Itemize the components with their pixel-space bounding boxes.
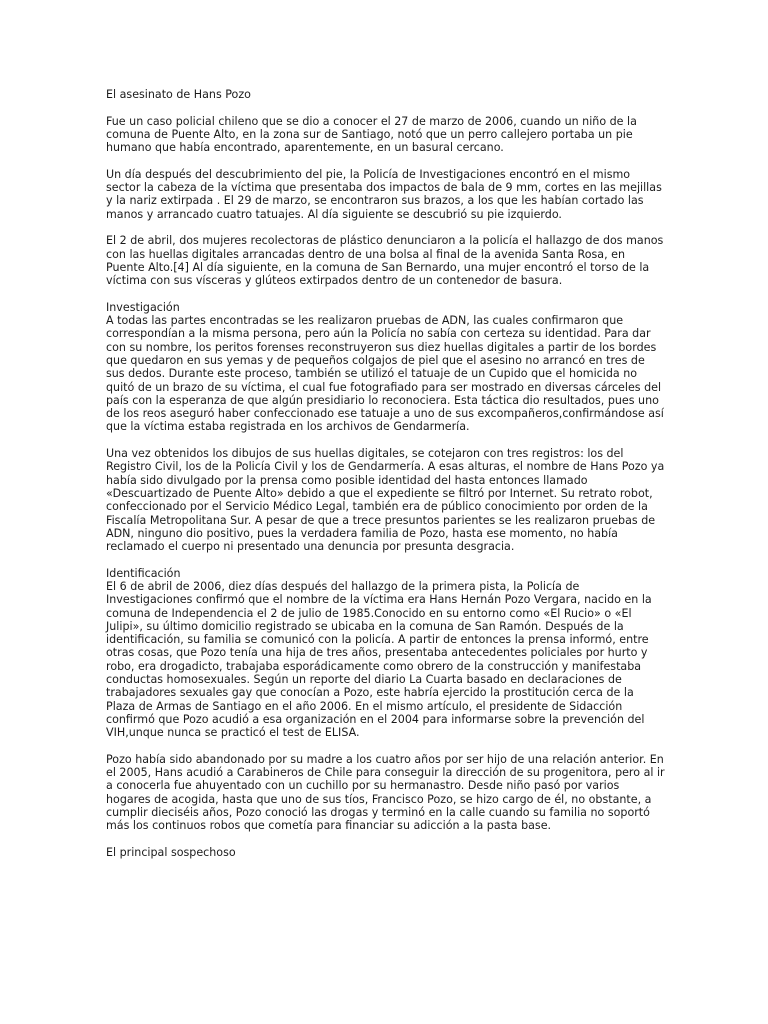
- document-page: [106, 88, 666, 873]
- section-investigacion: [106, 301, 666, 434]
- heading-investigacion: Investigación: [106, 300, 180, 314]
- paragraph-remains: Un día después del descubrimiento del pie, la Policía de Investigaciones encontró en el mismo sector la cabeza de la víctima que presentaba dos impactos de bala de 9 mm, cortes en las mejillas y la nariz extirpada . El 29 de marzo, se encontraron sus brazos, a los que les habían cortado las manos y arrancado cuatro tatuajes. Al día siguiente se descubrió su pie izquierdo.: [106, 167, 662, 221]
- paragraph-dna-tests: A todas las partes encontradas se les realizaron pruebas de ADN, las cuales confirmaron que correspondían a la misma persona, pero aún la Policía no sabía con certeza su identidad. Para dar con su nombre, los peritos forenses reconstruyeron sus diez huellas digitales a partir de los bordes que quedaron en sus yemas y de pequeños colgajos de piel que el asesino no arrancó en tres de sus dedos. Durante este proceso, también se utilizó el tatuaje de un Cupido que el homicida no quitó de un brazo de su víctima, el cual fue fotografiado para ser mostrado en diversas cárceles del país con la esperanza de que algún presidiario lo reconociera. Esta táctica dio resultados, pues uno de los reos aseguró haber confeccionado ese tatuaje a uno de sus excompañeros,confirmándose así que la víctima estaba registrada en los archivos de Gendarmería.: [106, 314, 664, 434]
- paragraph-discovery: Fue un caso policial chileno que se dio a conocer el 27 de marzo de 2006, cuando un niño de la comuna de Puente Alto, en la zona sur de Santiago, notó que un perro callejero portaba un pie humano que había encontrado, aparentemente, en un basural cercano.: [106, 114, 637, 155]
- heading-identificacion: Identificación: [106, 566, 181, 580]
- paragraph-background: Pozo había sido abandonado por su madre a los cuatro años por ser hijo de una relación anterior. En el 2005, Hans acudió a Carabineros de Chile para conseguir la dirección de su progenitora, pero al ir a conocerla fue ahuyentado con un cuchillo por su hermanastro. Desde niño pasó por varios hogares de acogida, hasta que uno de sus tíos, Francisco Pozo, se hizo cargo de él, no obstante, a cumplir dieciséis años, Pozo conoció las drogas y terminó en la calle cuando su familia no soportó más los continuos robos que cometía para financiar su adicción a la pasta base.: [106, 752, 665, 833]
- paragraph-hands-torso: El 2 de abril, dos mujeres recolectoras de plástico denunciaron a la policía el hallazgo de dos manos con las huellas digitales arrancadas dentro de una bolsa al final de la avenida Santa Rosa, en Puente Alto.[4] Al día siguiente, en la comuna de San Bernardo, una mujer encontró el torso de la víctima con sus vísceras y glúteos extirpados dentro de un contenedor de basura.: [106, 234, 664, 288]
- heading-sospechoso: El principal sospechoso: [106, 845, 236, 859]
- section-identificacion: [106, 567, 666, 740]
- paragraph-fingerprints: Una vez obtenidos los dibujos de sus huellas digitales, se cotejaron con tres registros: los del Registro Civil, los de la Policía Civil y los de Gendarmería. A esas alturas, el nombre de Hans Pozo ya había sido divulgado por la prensa como posible identidad del hasta entonces llamado «Descuartizado de Puente Alto» debido a que el expediente se filtró por Internet. Su retrato robot, confeccionado por el Servicio Médico Legal, también era de público conocimiento por orden de la Fiscalía Metropolitana Sur. A pesar de que a trece presuntos parientes se les realizaron pruebas de ADN, ninguno dio positivo, pues la verdadera familia de Pozo, hasta ese momento, no había reclamado el cuerpo ni presentado una denuncia por presunta desgracia.: [106, 447, 665, 554]
- document-title: El asesinato de Hans Pozo: [106, 88, 251, 101]
- paragraph-identification: El 6 de abril de 2006, diez días después del hallazgo de la primera pista, la Policía de Investigaciones confirmó que el nombre de la víctima era Hans Hernán Pozo Vergara, nacido en la comuna de Independencia el 2 de julio de 1985.Conocido en su entorno como «El Rucio» o «El Julipi», su último domicilio registrado se ubicaba en la comuna de San Ramón. Después de la identificación, su familia se comunicó con la policía. A partir de entonces la prensa informó, entre otras cosas, que Pozo tenía una hija de tres años, presentaba antecedentes policiales por hurto y robo, era drogadicto, trabajaba esporádicamente como obrero de la construcción y manifestaba conductas homosexuales. Según un reporte del diario La Cuarta basado en declaraciones de trabajadores sexuales gay que conocían a Pozo, este habría ejercido la prostitución cerca de la Plaza de Armas de Santiago en el año 2006. En el mismo artículo, el presidente de Sidacción confirmó que Pozo acudió a esa organización en el 2004 para informarse sobre la prevención del VIH,unque nunca se practicó el test de ELISA.: [106, 579, 652, 740]
